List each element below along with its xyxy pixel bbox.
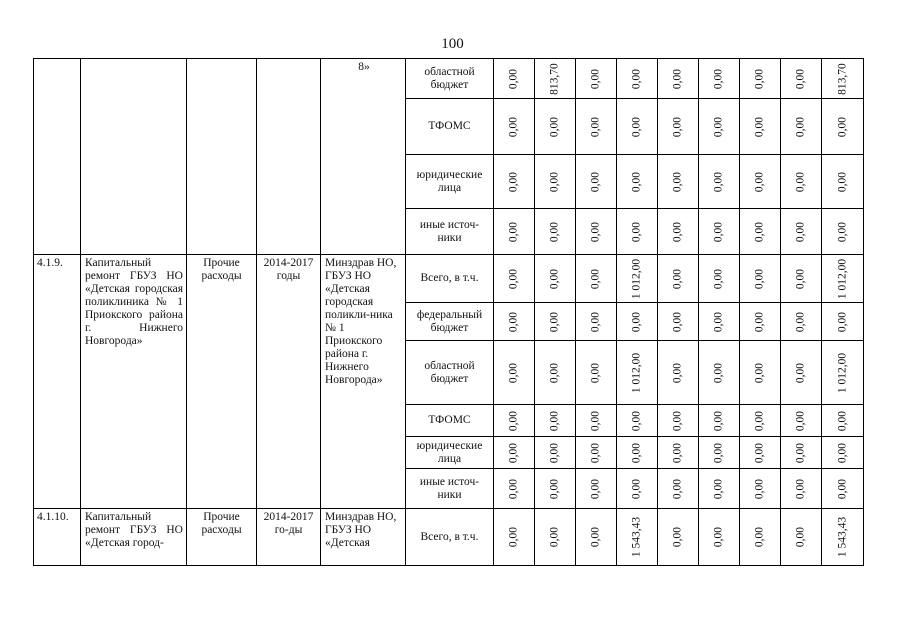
amount-cell <box>658 341 699 405</box>
amount-cell <box>617 155 658 209</box>
amount-value: 0,00 <box>671 362 684 383</box>
amount-value: 0,00 <box>794 311 807 332</box>
amount-value: 0,00 <box>712 478 725 499</box>
amount-cell <box>658 255 699 303</box>
amount-value: 0,00 <box>507 116 520 137</box>
continued-cell <box>257 59 321 255</box>
amount-cell <box>576 255 617 303</box>
amount-cell <box>822 209 864 255</box>
amount-value: 0,00 <box>836 221 848 242</box>
amount-cell <box>617 209 658 255</box>
table-body <box>34 59 864 566</box>
funding-source: Всего, в т.ч. <box>406 255 494 303</box>
funding-source: ТФОМС <box>406 99 494 155</box>
amount-cell <box>535 59 576 99</box>
amount-value: 0,00 <box>507 311 520 332</box>
amount-value: 0,00 <box>794 171 807 192</box>
amount-value: 0,00 <box>671 410 684 431</box>
amount-value: 0,00 <box>589 442 602 463</box>
amount-value: 0,00 <box>794 526 807 548</box>
amount-value: 0,00 <box>548 442 561 463</box>
amount-value: 1 012,00 <box>630 258 643 299</box>
amount-cell <box>658 405 699 437</box>
amount-value: 0,00 <box>753 171 766 192</box>
responsible-party: Минздрав НО, ГБУЗ НО «Детская городская поликли-ника № 1 Приокского района г. Нижнего Новгорода» <box>321 255 406 509</box>
amount-value: 0,00 <box>589 68 602 89</box>
amount-cell <box>658 437 699 469</box>
funding-source: юридические лица <box>406 437 494 469</box>
amount-cell <box>740 437 781 469</box>
amount-cell <box>494 405 535 437</box>
funding-source: юридические лица <box>406 155 494 209</box>
amount-value: 0,00 <box>589 410 602 431</box>
amount-value: 0,00 <box>753 442 766 463</box>
amount-value: 1 012,00 <box>630 352 643 393</box>
amount-cell <box>617 99 658 155</box>
table-row <box>34 255 864 303</box>
amount-value: 0,00 <box>548 171 561 192</box>
table-row <box>34 59 864 99</box>
amount-value: 0,00 <box>753 410 766 431</box>
amount-cell <box>576 155 617 209</box>
amount-value: 0,00 <box>753 362 766 383</box>
funding-source: областной бюджет <box>406 341 494 405</box>
amount-value: 0,00 <box>507 410 520 431</box>
amount-cell <box>822 59 864 99</box>
amount-cell <box>699 155 740 209</box>
amount-value: 0,00 <box>630 171 643 192</box>
amount-cell <box>494 341 535 405</box>
item-name: Капитальный ремонт ГБУЗ НО «Детская город- <box>81 509 187 566</box>
amount-cell <box>535 437 576 469</box>
amount-cell <box>494 99 535 155</box>
continued-cell <box>34 59 81 255</box>
amount-cell <box>740 255 781 303</box>
amount-cell <box>740 209 781 255</box>
amount-cell <box>617 341 658 405</box>
amount-value: 813,70 <box>548 62 561 95</box>
amount-value: 1 543,43 <box>836 516 848 558</box>
item-number: 4.1.9. <box>34 255 81 509</box>
amount-cell <box>494 209 535 255</box>
amount-cell <box>822 405 864 437</box>
amount-value: 0,00 <box>836 478 848 499</box>
amount-value: 0,00 <box>794 221 807 242</box>
amount-value: 0,00 <box>712 68 725 89</box>
amount-cell <box>822 469 864 509</box>
amount-cell <box>535 509 576 566</box>
amount-value: 0,00 <box>712 268 725 289</box>
amount-value: 0,00 <box>589 171 602 192</box>
amount-cell <box>781 303 822 341</box>
amount-value: 0,00 <box>794 478 807 499</box>
period: 2014-2017 го-ды <box>257 509 321 566</box>
amount-value: 0,00 <box>507 221 520 242</box>
amount-value: 0,00 <box>712 311 725 332</box>
amount-value: 0,00 <box>671 68 684 89</box>
amount-value: 0,00 <box>630 221 643 242</box>
amount-value: 813,70 <box>836 62 848 95</box>
amount-cell <box>658 209 699 255</box>
amount-value: 0,00 <box>836 116 848 137</box>
amount-cell <box>781 155 822 209</box>
amount-value: 0,00 <box>671 442 684 463</box>
amount-value: 1 012,00 <box>836 352 848 393</box>
amount-cell <box>699 303 740 341</box>
amount-cell <box>617 405 658 437</box>
amount-value: 0,00 <box>836 311 848 332</box>
amount-value: 0,00 <box>507 68 520 89</box>
amount-cell <box>822 341 864 405</box>
amount-value: 0,00 <box>753 268 766 289</box>
amount-cell <box>535 255 576 303</box>
funding-source: иные источ-ники <box>406 209 494 255</box>
amount-cell <box>494 59 535 99</box>
amount-cell <box>576 303 617 341</box>
amount-cell <box>699 469 740 509</box>
amount-cell <box>740 469 781 509</box>
period: 2014-2017 годы <box>257 255 321 509</box>
amount-value: 0,00 <box>794 68 807 89</box>
amount-value: 0,00 <box>589 362 602 383</box>
amount-cell <box>658 509 699 566</box>
amount-cell <box>699 509 740 566</box>
amount-value: 1 543,43 <box>630 516 643 558</box>
amount-value: 0,00 <box>507 362 520 383</box>
continued-cell <box>187 59 257 255</box>
amount-value: 0,00 <box>548 116 561 137</box>
amount-value: 0,00 <box>794 410 807 431</box>
amount-cell <box>576 405 617 437</box>
responsible-party <box>321 59 406 255</box>
amount-value: 0,00 <box>836 171 848 192</box>
amount-cell <box>494 437 535 469</box>
amount-value: 0,00 <box>671 478 684 499</box>
amount-value: 0,00 <box>671 171 684 192</box>
amount-cell <box>617 255 658 303</box>
budget-table <box>33 58 864 566</box>
funding-source: областной бюджет <box>406 59 494 99</box>
amount-cell <box>658 303 699 341</box>
amount-cell <box>494 155 535 209</box>
amount-value: 0,00 <box>548 268 561 289</box>
amount-value: 1 012,00 <box>836 258 848 299</box>
amount-value: 0,00 <box>507 442 520 463</box>
amount-cell <box>699 255 740 303</box>
amount-cell <box>576 469 617 509</box>
amount-value: 0,00 <box>753 526 766 548</box>
amount-cell <box>822 255 864 303</box>
amount-value: 0,00 <box>753 68 766 89</box>
amount-value: 0,00 <box>548 311 561 332</box>
funding-source: иные источ-ники <box>406 469 494 509</box>
amount-cell <box>740 405 781 437</box>
amount-value: 0,00 <box>712 442 725 463</box>
amount-cell <box>740 303 781 341</box>
amount-value: 0,00 <box>630 442 643 463</box>
amount-value: 0,00 <box>794 116 807 137</box>
amount-value: 0,00 <box>589 478 602 499</box>
amount-cell <box>740 59 781 99</box>
amount-value: 0,00 <box>836 442 848 463</box>
amount-value: 0,00 <box>753 221 766 242</box>
item-name: Капитальный ремонт ГБУЗ НО «Детская городская поликлиника № 1 Приокского района г. Нижнего Новгорода» <box>81 255 187 509</box>
amount-cell <box>781 59 822 99</box>
amount-cell <box>494 303 535 341</box>
continued-cell <box>81 59 187 255</box>
amount-cell <box>822 437 864 469</box>
amount-cell <box>781 469 822 509</box>
amount-cell <box>699 405 740 437</box>
amount-cell <box>699 59 740 99</box>
amount-cell <box>822 155 864 209</box>
amount-value: 0,00 <box>630 116 643 137</box>
amount-cell <box>699 437 740 469</box>
amount-value: 0,00 <box>671 116 684 137</box>
amount-value: 0,00 <box>753 116 766 137</box>
funding-source: ТФОМС <box>406 405 494 437</box>
amount-cell <box>781 255 822 303</box>
amount-value: 0,00 <box>548 526 561 548</box>
amount-cell <box>535 469 576 509</box>
amount-value: 0,00 <box>507 478 520 499</box>
expense-type: Прочие расходы <box>187 509 257 566</box>
amount-cell <box>576 59 617 99</box>
amount-value: 0,00 <box>548 221 561 242</box>
amount-value: 0,00 <box>753 478 766 499</box>
amount-value: 0,00 <box>794 362 807 383</box>
amount-cell <box>658 59 699 99</box>
amount-value: 0,00 <box>794 268 807 289</box>
amount-value: 0,00 <box>507 526 520 548</box>
amount-cell <box>658 469 699 509</box>
amount-cell <box>617 59 658 99</box>
amount-value: 0,00 <box>548 362 561 383</box>
amount-cell <box>822 99 864 155</box>
amount-cell <box>740 155 781 209</box>
amount-cell <box>740 509 781 566</box>
amount-value: 0,00 <box>712 171 725 192</box>
amount-value: 0,00 <box>712 410 725 431</box>
amount-cell <box>617 303 658 341</box>
amount-cell <box>576 509 617 566</box>
table-row <box>34 509 864 566</box>
amount-value: 0,00 <box>630 68 643 89</box>
amount-cell <box>699 209 740 255</box>
amount-value: 0,00 <box>712 221 725 242</box>
amount-cell <box>781 209 822 255</box>
amount-cell <box>658 99 699 155</box>
amount-value: 0,00 <box>630 410 643 431</box>
amount-cell <box>781 405 822 437</box>
amount-value: 0,00 <box>589 526 602 548</box>
amount-cell <box>781 509 822 566</box>
amount-value: 0,00 <box>671 268 684 289</box>
amount-cell <box>535 405 576 437</box>
amount-cell <box>617 437 658 469</box>
amount-cell <box>617 509 658 566</box>
amount-cell <box>576 209 617 255</box>
amount-cell <box>781 437 822 469</box>
amount-cell <box>822 303 864 341</box>
amount-value: 0,00 <box>548 410 561 431</box>
page-number: 100 <box>441 36 464 52</box>
amount-value: 0,00 <box>712 362 725 383</box>
amount-cell <box>658 155 699 209</box>
amount-cell <box>576 437 617 469</box>
amount-value: 0,00 <box>507 268 520 289</box>
amount-value: 0,00 <box>589 268 602 289</box>
amount-cell <box>699 341 740 405</box>
amount-cell <box>699 99 740 155</box>
amount-value: 0,00 <box>589 221 602 242</box>
amount-value: 0,00 <box>794 442 807 463</box>
amount-value: 0,00 <box>630 478 643 499</box>
funding-source: федеральный бюджет <box>406 303 494 341</box>
funding-source: Всего, в т.ч. <box>406 509 494 566</box>
amount-cell <box>740 341 781 405</box>
amount-value: 0,00 <box>589 311 602 332</box>
amount-value: 0,00 <box>671 221 684 242</box>
amount-value: 0,00 <box>712 116 725 137</box>
amount-value: 0,00 <box>589 116 602 137</box>
amount-cell <box>822 509 864 566</box>
amount-value: 0,00 <box>753 311 766 332</box>
amount-value: 0,00 <box>671 311 684 332</box>
amount-cell <box>535 155 576 209</box>
amount-value: 0,00 <box>548 478 561 499</box>
amount-cell <box>535 341 576 405</box>
responsible-tail: 8» <box>358 61 370 73</box>
amount-cell <box>576 341 617 405</box>
amount-value: 0,00 <box>671 526 684 548</box>
amount-cell <box>535 303 576 341</box>
amount-value: 0,00 <box>630 311 643 332</box>
responsible-party: Минздрав НО, ГБУЗ НО «Детская <box>321 509 406 566</box>
amount-cell <box>494 469 535 509</box>
amount-value: 0,00 <box>836 410 848 431</box>
amount-cell <box>494 509 535 566</box>
amount-cell <box>781 99 822 155</box>
amount-cell <box>781 341 822 405</box>
amount-cell <box>494 255 535 303</box>
amount-value: 0,00 <box>712 526 725 548</box>
amount-cell <box>617 469 658 509</box>
amount-value: 0,00 <box>507 171 520 192</box>
amount-cell <box>740 99 781 155</box>
amount-cell <box>576 99 617 155</box>
expense-type: Прочие расходы <box>187 255 257 509</box>
amount-cell <box>535 209 576 255</box>
amount-cell <box>535 99 576 155</box>
item-number: 4.1.10. <box>34 509 81 566</box>
